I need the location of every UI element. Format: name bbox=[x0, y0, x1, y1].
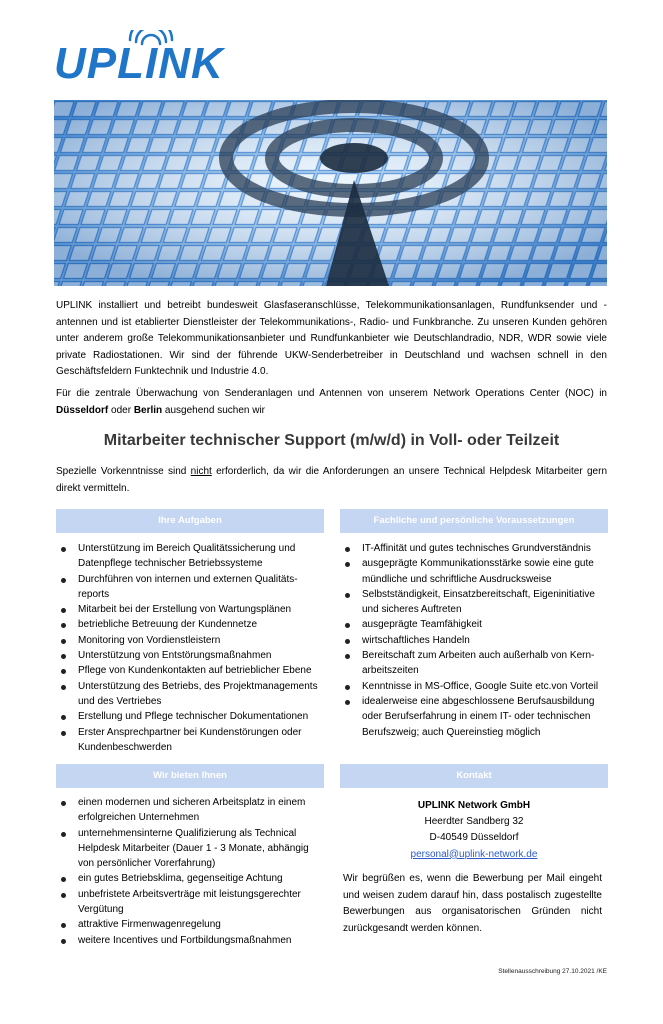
job-title: Mitarbeiter technischer Support (m/w/d) in Voll- oder Teilzeit bbox=[103, 432, 560, 449]
intro-paragraph: UPLINK installiert und betreibt bundesweit Glasfaseranschlüsse, Telekommunikationsanlagen, Rundfunksender und -antennen und ist etablierter Dienstleister der Telekommunikations-, Radio- und Funkbranche. Zu unseren Kunden gehören unter anderem große Telekommunikationsanbieter und Rundfunkanbieter wie Deutschlandradio, NDR, WDR sowie viele private Radiostationen. Wir sind der führende UKW-Senderbetreiber in Deutschland und wachsen schnell in den Geschäftsfeldern Funktechnik und Industrie 4.0. bbox=[56, 300, 607, 377]
footer-reference: Stellenausschreibung 27.10.2021 /KE bbox=[498, 968, 607, 975]
location-text-end: ausgehend suchen wir bbox=[162, 404, 266, 416]
list-item: attraktive Firmenwagenregelung bbox=[56, 917, 318, 932]
list-item: Erster Ansprechpartner bei Kundenstörungen oder Kundenbeschwerden bbox=[56, 725, 324, 756]
requirements-header: Fachliche und persönliche Voraussetzungen bbox=[340, 509, 608, 533]
list-item: Kenntnisse in MS-Office, Google Suite etc.von Vorteil bbox=[340, 679, 608, 694]
note-underlined: nicht bbox=[190, 466, 212, 477]
list-item: Monitoring von Vordienstleistern bbox=[56, 633, 324, 648]
list-item: ausgeprägte Kommunikationsstärke sowie eine gute mündliche und schriftliche Ausdrucksweise bbox=[340, 556, 608, 587]
city: D-40549 Düsseldorf bbox=[429, 832, 519, 844]
tasks-header: Ihre Aufgaben bbox=[56, 509, 324, 533]
list-item: ausgeprägte Teamfähigkeit bbox=[340, 617, 608, 632]
city-duesseldorf: Düsseldorf bbox=[56, 404, 109, 416]
list-item: betriebliche Betreuung der Kundennetze bbox=[56, 617, 324, 632]
list-item: Unterstützung des Betriebs, des Projektmanagements und des Vertriebes bbox=[56, 679, 324, 710]
list-item: IT-Affinität und gutes technisches Grundverständnis bbox=[340, 541, 608, 556]
logo-text: UPLINK bbox=[54, 39, 224, 86]
list-item: Selbstständigkeit, Einsatzbereitschaft, Eigeninitiative und sicheres Auftreten bbox=[340, 587, 608, 618]
note-start: Spezielle Vorkenntnisse sind bbox=[56, 466, 191, 477]
prerequisite-note bbox=[56, 464, 607, 497]
list-item: Unterstützung von Entstörungsmaßnahmen bbox=[56, 648, 324, 663]
list-item: unbefristete Arbeitsverträge mit leistungsgerechter Vergütung bbox=[56, 887, 318, 918]
offer-list bbox=[56, 795, 318, 948]
list-item: idealerweise eine abgeschlossene Berufsausbildung oder Berufserfahrung in einem IT- oder technischen Berufszweig; auch Quereinstieg möglich bbox=[340, 694, 608, 740]
contact-header: Kontakt bbox=[340, 764, 608, 788]
city-berlin: Berlin bbox=[133, 404, 163, 416]
list-item: Durchführen von internen und externen Qualitäts-reports bbox=[56, 572, 324, 603]
uplink-logo bbox=[54, 30, 254, 86]
list-item: weitere Incentives und Fortbildungsmaßnahmen bbox=[56, 933, 318, 948]
location-text-start: Für die zentrale Überwachung von Senderanlagen und Antennen von unserem Network Operations Center (NOC) in bbox=[56, 388, 607, 399]
email-link[interactable]: personal@uplink-network.de bbox=[410, 848, 538, 860]
list-item: einen modernen und sicheren Arbeitsplatz in einem erfolgreichen Unternehmen bbox=[56, 795, 318, 826]
location-or: oder bbox=[108, 404, 134, 416]
list-item: wirtschaftliches Handeln bbox=[340, 633, 608, 648]
list-item: ein gutes Betriebsklima, gegenseitige Achtung bbox=[56, 871, 318, 886]
offer-header: Wir bieten Ihnen bbox=[56, 764, 324, 788]
tasks-list bbox=[56, 541, 324, 755]
list-item: Bereitschaft zum Arbeiten auch außerhalb von Kern-arbeitszeiten bbox=[340, 648, 608, 679]
location-paragraph bbox=[56, 386, 607, 419]
street: Heerdter Sandberg 32 bbox=[424, 816, 524, 828]
requirements-list bbox=[340, 541, 608, 740]
company-name: UPLINK Network GmbH bbox=[417, 800, 531, 811]
list-item: Pflege von Kundenkontakten auf betrieblicher Ebene bbox=[56, 663, 324, 678]
contact-address bbox=[340, 798, 608, 863]
note-end: erforderlich, da wir die Anforderungen an unsere Technical Helpdesk Mitarbeiter gern direkt vermitteln. bbox=[56, 466, 607, 494]
hero-image bbox=[54, 100, 607, 286]
list-item: unternehmensinterne Qualifizierung als Technical Helpdesk Mitarbeiter (Dauer 1 - 3 Monate, abhängig von persönlicher Vorerfahrung) bbox=[56, 826, 318, 872]
list-item: Erstellung und Pflege technischer Dokumentationen bbox=[56, 709, 324, 724]
application-note: Wir begrüßen es, wenn die Bewerbung per Mail eingeht und weisen zudem darauf hin, dass postalisch zugestellte Bewerbungen aus organisatorischen Gründen nicht zurückgesandt werden können. bbox=[343, 873, 602, 934]
list-item: Unterstützung im Bereich Qualitätssicherung und Datenpflege technischer Betriebssysteme bbox=[56, 541, 324, 572]
list-item: Mitarbeit bei der Erstellung von Wartungsplänen bbox=[56, 602, 324, 617]
